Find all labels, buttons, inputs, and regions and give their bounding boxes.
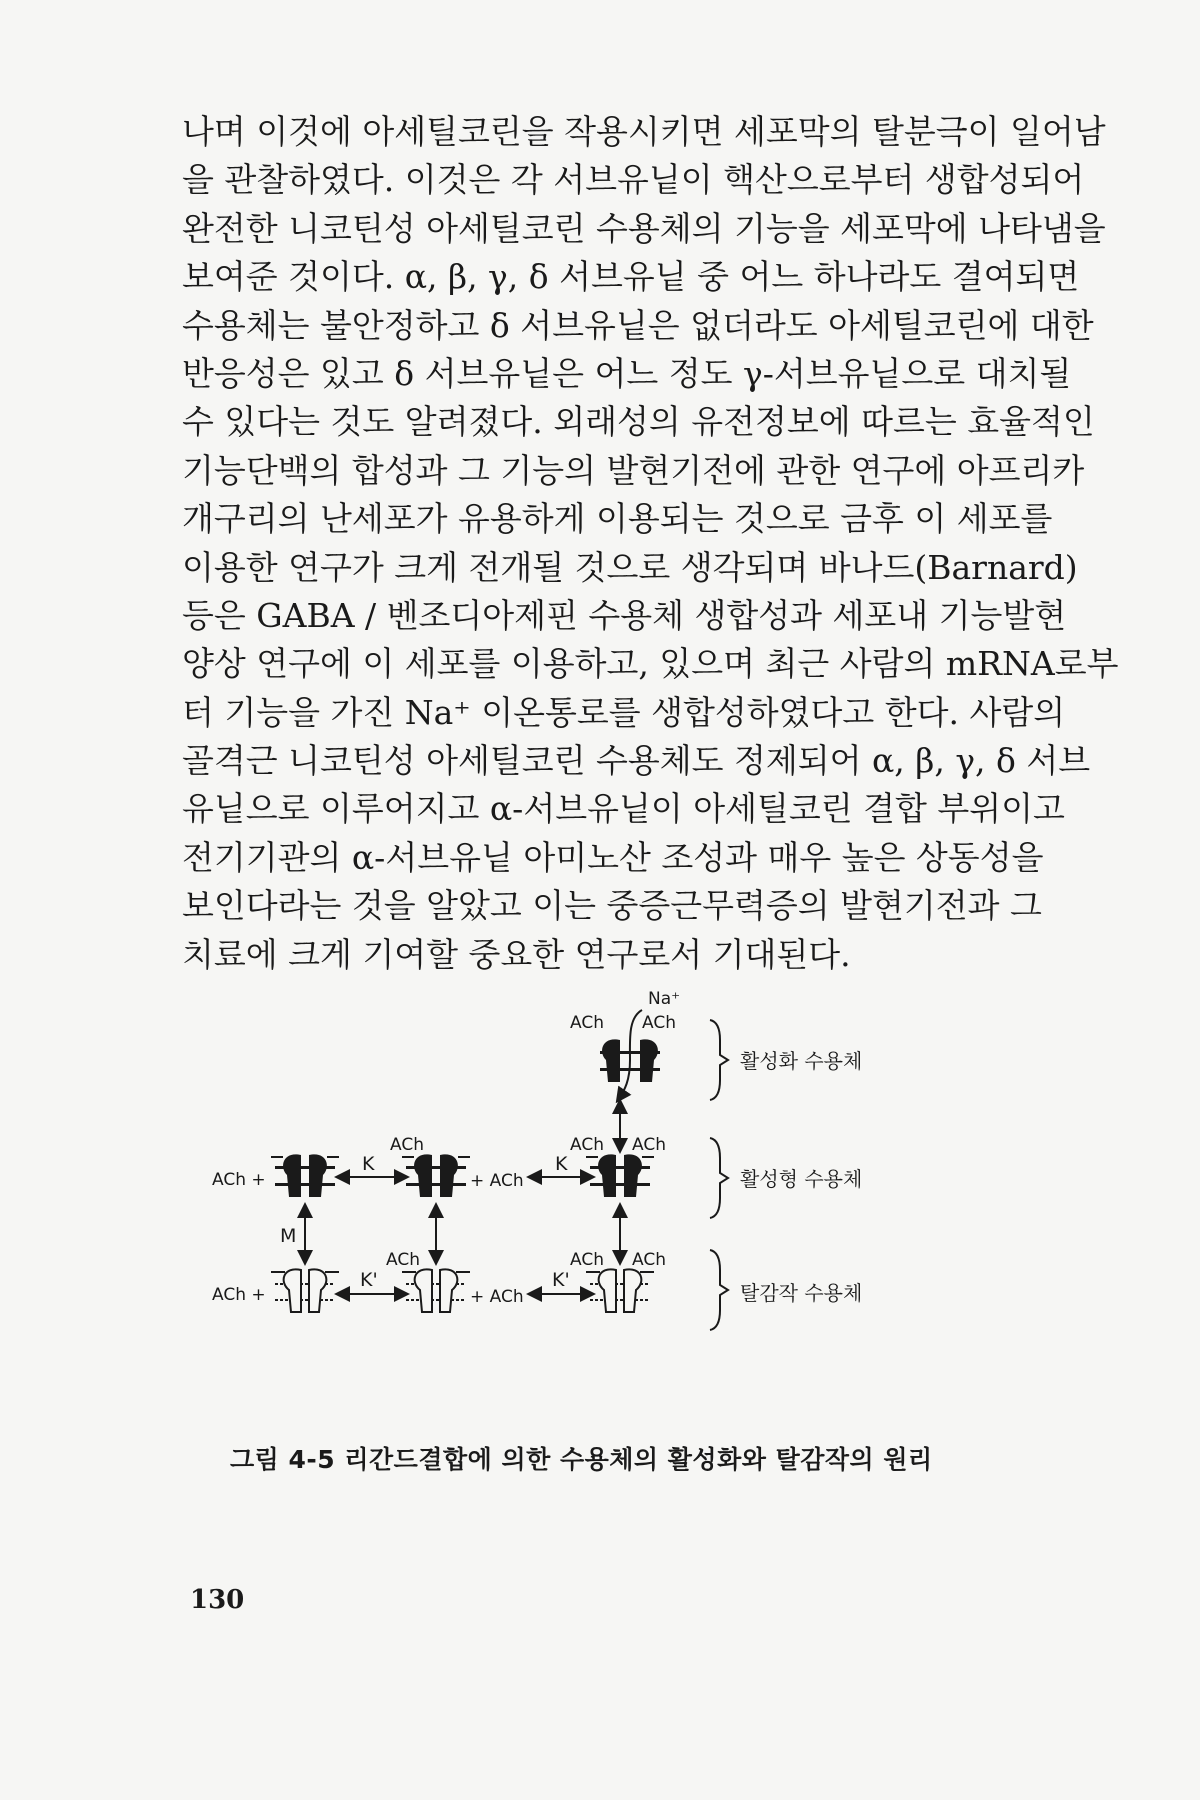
paragraph-line: 전기기관의 α-서브유닡 아미노산 조성과 매우 높은 상동성을	[182, 837, 1044, 877]
desensitized-receptor-label: 탈감작 수용체	[740, 1281, 863, 1305]
ach-label: ACh	[632, 1250, 666, 1270]
ach-plus-label: ACh +	[212, 1170, 266, 1190]
double-bound-active-receptor	[586, 1154, 654, 1197]
paragraph-line: 보여준 것이다. α, β, γ, δ 서브유닡 중 어느 하나라도 결여되면	[182, 257, 1080, 297]
k-constant-label: K	[362, 1153, 375, 1175]
single-bound-receptor	[402, 1154, 470, 1197]
receptor-state-figure	[212, 989, 1030, 1420]
paragraph-line: 완전한 니코틴성 아세틸코린 수용체의 기능을 세포막에 나타냄을	[182, 208, 1106, 248]
paragraph-line: 양상 연구에 이 세포를 이용하고, 있으며 최근 사람의 mRNA로부	[182, 644, 1119, 684]
paragraph-line: 나며 이것에 아세틸코린을 작용시키면 세포막의 탈분극이 일어남	[182, 112, 1106, 151]
m-constant-label: M	[280, 1225, 297, 1247]
resting-receptor	[271, 1154, 339, 1197]
paragraph-line: 등은 GABA / 벤조디아제핀 수용체 생합성과 세포내 기능발현	[182, 595, 1067, 635]
paragraph-line: 치료에 크게 기여할 중요한 연구로서 기대된다.	[182, 934, 851, 974]
paragraph-line: 을 관찰하였다. 이것은 각 서브유닡이 핵산으로부터 생합성되어	[182, 160, 1085, 200]
figure-caption: 그림 4-5 리간드결합에 의한 수용체의 활성화와 탈감작의 원리	[230, 1445, 933, 1474]
ach-label: ACh	[642, 1013, 676, 1033]
paragraph-line: 반응성은 있고 δ 서브유닡은 어느 정도 γ-서브유닡으로 대치될	[182, 353, 1072, 393]
paragraph-line: 개구리의 난세포가 유용하게 이용되는 것으로 금후 이 세포를	[182, 499, 1053, 539]
activated-receptor-label: 활성화 수용체	[740, 1049, 863, 1073]
paragraph-line: 수용체는 불안정하고 δ 서브유닡은 없더라도 아세틸코린에 대한	[182, 305, 1094, 345]
page-number: 130	[190, 1585, 245, 1615]
plus-ach-label: + ACh	[470, 1287, 524, 1307]
ach-label: ACh	[570, 1250, 604, 1270]
paragraph-line: 유닡으로 이루어지고 α-서브유닡이 아세틸코린 결합 부위이고	[182, 789, 1065, 829]
ach-label: ACh	[632, 1135, 666, 1155]
paragraph-line: 수 있다는 것도 알려졌다. 외래성의 유전정보에 따르는 효율적인	[182, 402, 1095, 442]
single-bound-desensitized-receptor	[402, 1269, 470, 1312]
double-bound-desensitized-receptor	[586, 1269, 654, 1312]
ach-label: ACh	[386, 1250, 420, 1270]
k-prime-constant-label: K'	[360, 1269, 378, 1291]
body-paragraph	[182, 108, 1119, 979]
receptor-diagram	[212, 989, 1030, 1420]
paragraph-line: 기능단백의 합성과 그 기능의 발현기전에 관한 연구에 아프리카	[182, 450, 1085, 490]
plus-ach-label: + ACh	[470, 1171, 524, 1191]
ach-label: ACh	[390, 1135, 424, 1155]
k-prime-constant-label: K'	[552, 1269, 570, 1291]
paragraph-line: 골격근 니코틴성 아세틸코린 수용체도 정제되어 α, β, γ, δ 서브	[182, 741, 1091, 781]
sodium-ion-label: Na⁺	[648, 989, 681, 1009]
ach-label: ACh	[570, 1013, 604, 1033]
paragraph-line: 보인다라는 것을 알았고 이는 중증근무력증의 발현기전과 그	[182, 886, 1042, 926]
paragraph-line: 이용한 연구가 크게 전개될 것으로 생각되며 바나드(Barnard)	[182, 547, 1078, 587]
active-form-receptor-label: 활성형 수용체	[740, 1167, 863, 1191]
ach-label: ACh	[570, 1135, 604, 1155]
k-constant-label: K	[555, 1153, 568, 1175]
desensitized-receptor	[271, 1269, 339, 1312]
ach-plus-label: ACh +	[212, 1285, 266, 1305]
paragraph-line: 터 기능을 가진 Na⁺ 이온통로를 생합성하였다고 한다. 사람의	[182, 692, 1066, 732]
